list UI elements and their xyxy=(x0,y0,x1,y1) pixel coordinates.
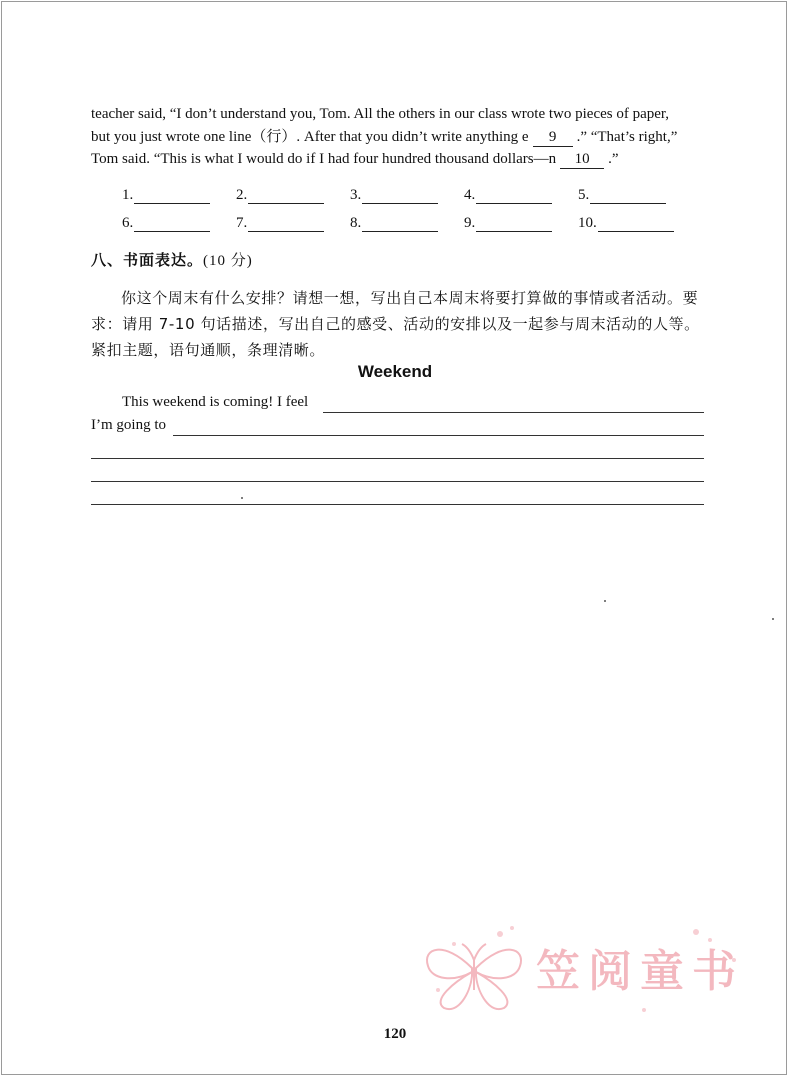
writing-line-4[interactable] xyxy=(91,481,704,482)
passage-line-2-text: but you just wrote one line（行）. After that you didn’t write anything e xyxy=(91,128,529,145)
answer-row-1 xyxy=(122,176,702,204)
passage-line-1 xyxy=(91,103,711,126)
answer-label: 8. xyxy=(350,215,362,231)
answer-label: 9. xyxy=(464,215,476,231)
answer-slot-9[interactable] xyxy=(464,204,578,232)
answer-slot-1[interactable] xyxy=(122,176,236,204)
writing-line-3[interactable] xyxy=(91,458,704,459)
publisher-watermark xyxy=(414,920,754,1020)
answer-line[interactable] xyxy=(598,217,674,232)
butterfly-logo-icon xyxy=(427,944,521,1009)
writing-line-2[interactable] xyxy=(173,435,704,436)
answer-slot-10[interactable] xyxy=(578,204,692,232)
passage-line-2-end: .” “That’s right,” xyxy=(576,128,678,145)
answer-label: 6. xyxy=(122,215,134,231)
section-score: (10 分) xyxy=(203,253,253,269)
passage-line-3 xyxy=(91,148,711,171)
answer-slot-8[interactable] xyxy=(350,204,464,232)
writing-instructions: 你这个周末有什么安排？请想一想，写出自己本周末将要打算做的事情或者活动。要求：请用 7-10 句话描述，写出自己的感受、活动的安排以及一起参与周末活动的人等。紧扣主题，语句通顺，条理清晰。 xyxy=(91,289,700,359)
answer-slot-2[interactable] xyxy=(236,176,350,204)
watermark-text: 笠阅童书 xyxy=(536,946,744,997)
answer-row-2 xyxy=(122,204,702,232)
passage-line-3-text: Tom said. “This is what I would do if I had four hundred thousand dollars—n xyxy=(91,151,557,167)
answer-label: 5. xyxy=(578,187,590,203)
page-number: 120 xyxy=(383,1026,407,1042)
section-title-text: 八、书面表达。 xyxy=(91,251,204,269)
reading-passage xyxy=(91,103,711,171)
answer-slot-7[interactable] xyxy=(236,204,350,232)
passage-line-2 xyxy=(91,126,711,149)
speck xyxy=(241,497,243,499)
answer-blanks xyxy=(122,176,702,232)
answer-line[interactable] xyxy=(362,217,438,232)
writing-line-1[interactable] xyxy=(323,412,704,413)
answer-line[interactable] xyxy=(476,217,552,232)
answer-label: 10. xyxy=(578,215,597,231)
answer-line[interactable] xyxy=(134,217,210,232)
section-title xyxy=(91,249,253,270)
answer-line[interactable] xyxy=(134,189,210,204)
answer-line[interactable] xyxy=(590,189,666,204)
speck xyxy=(772,618,774,620)
answer-label: 7. xyxy=(236,215,248,231)
answer-line[interactable] xyxy=(476,189,552,204)
answer-slot-3[interactable] xyxy=(350,176,464,204)
answer-line[interactable] xyxy=(362,189,438,204)
essay-prompt-1: This weekend is coming! I feel xyxy=(122,394,309,410)
answer-slot-6[interactable] xyxy=(122,204,236,232)
answer-label: 1. xyxy=(122,187,134,203)
speck xyxy=(604,600,606,602)
passage-line-3-end: .” xyxy=(608,151,619,167)
blank-10: 10 xyxy=(560,150,604,169)
answer-slot-4[interactable] xyxy=(464,176,578,204)
answer-label: 4. xyxy=(464,187,476,203)
answer-slot-5[interactable] xyxy=(578,176,692,204)
essay-title: Weekend xyxy=(357,362,433,381)
writing-line-5[interactable] xyxy=(91,504,704,505)
blank-9: 9 xyxy=(533,128,573,147)
essay-prompt-2: I’m going to xyxy=(91,417,166,433)
passage-line-1-text: teacher said, “I don’t understand you, Tom. All the others in our class wrote two pieces of paper, xyxy=(91,106,670,122)
answer-label: 2. xyxy=(236,187,248,203)
answer-line[interactable] xyxy=(248,189,324,204)
answer-line[interactable] xyxy=(248,217,324,232)
answer-label: 3. xyxy=(350,187,362,203)
